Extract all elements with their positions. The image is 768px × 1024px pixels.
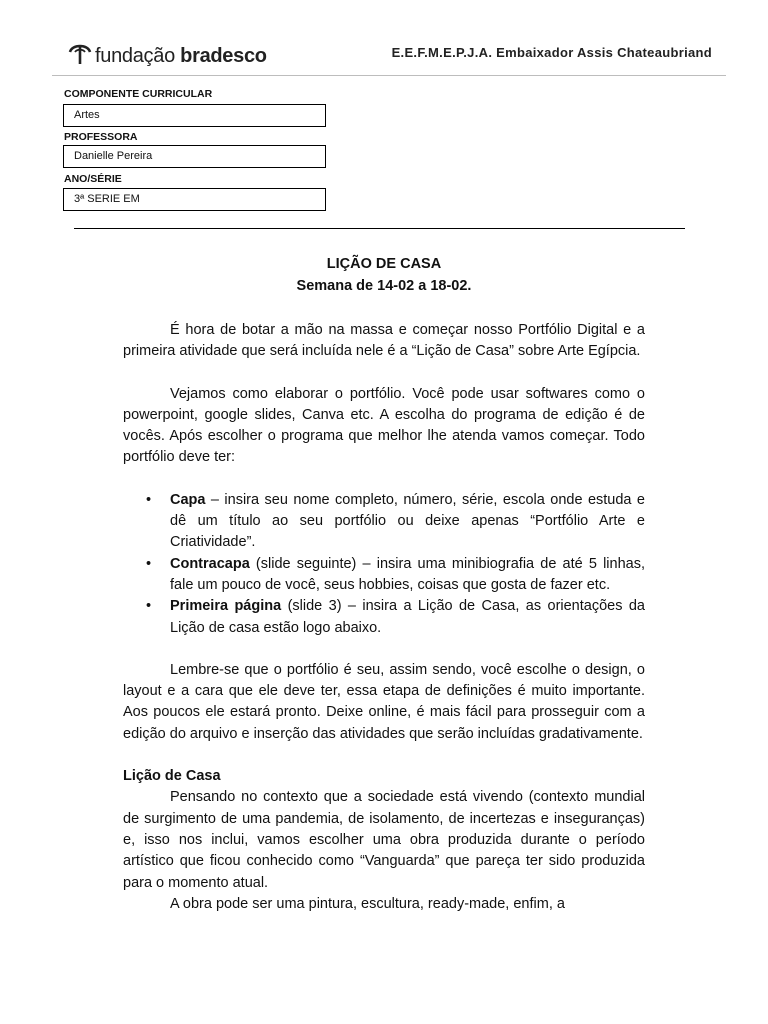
list-item: [146, 554, 645, 597]
list-item-term: Capa: [170, 491, 206, 508]
fundacao-bradesco-logo: [68, 40, 267, 66]
school-name: E.E.F.M.E.P.J.A. Embaixador Assis Chateaubriand: [391, 45, 712, 60]
tree-logo-icon: [68, 40, 92, 66]
paragraph-intro: É hora de botar a mão na massa e começar nosso Portfólio Digital e a primeira atividade que será incluída nele é a “Lição de Casa” sobre Arte Egípcia.: [123, 322, 645, 360]
list-item-text: – insira seu nome completo, número, série, escola onde estuda e dê um título ao seu portfólio ou deixe apenas “Portfólio Arte e Criatividade”.: [170, 491, 645, 551]
header-divider: [52, 75, 726, 76]
document-body: [123, 320, 645, 915]
field-value-ano-serie: 3ª SERIE EM: [63, 188, 326, 211]
field-value-professora: Danielle Pereira: [63, 145, 326, 168]
logo-text-bold: bradesco: [180, 45, 267, 67]
list-item: [146, 596, 645, 639]
section-divider: [74, 228, 685, 229]
list-item-term: Primeira página: [170, 598, 282, 615]
page-subtitle: Semana de 14-02 a 18-02.: [296, 278, 472, 294]
list-item-term: Contracapa: [170, 555, 250, 572]
field-label-ano-serie: ANO/SÉRIE: [64, 173, 122, 185]
field-label-componente: COMPONENTE CURRICULAR: [64, 88, 213, 100]
paragraph-reminder: Lembre-se que o portfólio é seu, assim sendo, você escolhe o design, o layout e a cara que ele deve ter, essa etapa de definições é muito importante. Aos poucos ele estará pronto. Deixe online, é mais fácil para prosseguir com a edição do arquivo e inserção das atividades que serão incluídas gradativamente.: [123, 661, 645, 742]
paragraph-portfolio: Vejamos como elaborar o portfólio. Você pode usar softwares como o powerpoint, google slides, Canva etc. A escolha do programa de edição é de vocês. Após escolher o programa que melhor lhe atenda vamos começar. Todo portfólio deve ter:: [123, 385, 645, 466]
page-header: [0, 0, 768, 80]
logo-text-regular: fundação: [95, 45, 175, 67]
bullet-icon: •: [146, 491, 152, 508]
list-item-text: (slide 3) – insira a Lição de Casa, as orientações da Lição de casa estão logo abaixo.: [170, 598, 645, 636]
list-item: [146, 490, 645, 554]
field-value-componente: Artes: [63, 104, 326, 127]
page-title: LIÇÃO DE CASA: [326, 256, 442, 272]
bullet-icon: •: [146, 555, 152, 572]
bullet-icon: •: [146, 598, 152, 615]
section-heading: Lição de Casa: [123, 768, 221, 785]
field-label-professora: PROFESSORA: [64, 131, 138, 143]
paragraph-artwork: A obra pode ser uma pintura, escultura, ready-made, enfim, a: [170, 895, 565, 912]
paragraph-context: Pensando no contexto que a sociedade está vivendo (contexto mundial de surgimento de uma pandemia, de isolamento, de incertezas e inseguranças) e, isso nos inclui, vamos escolher uma obra produzida durante o período artístico que ficou conhecido como “Vanguarda” que pareça ter sido produzida para o momento atual.: [123, 789, 645, 891]
list-item-text: (slide seguinte) – insira uma minibiografia de até 5 linhas, fale um pouco de você, seus hobbies, coisas que gosta de fazer etc.: [170, 555, 645, 593]
portfolio-list: [123, 490, 645, 639]
